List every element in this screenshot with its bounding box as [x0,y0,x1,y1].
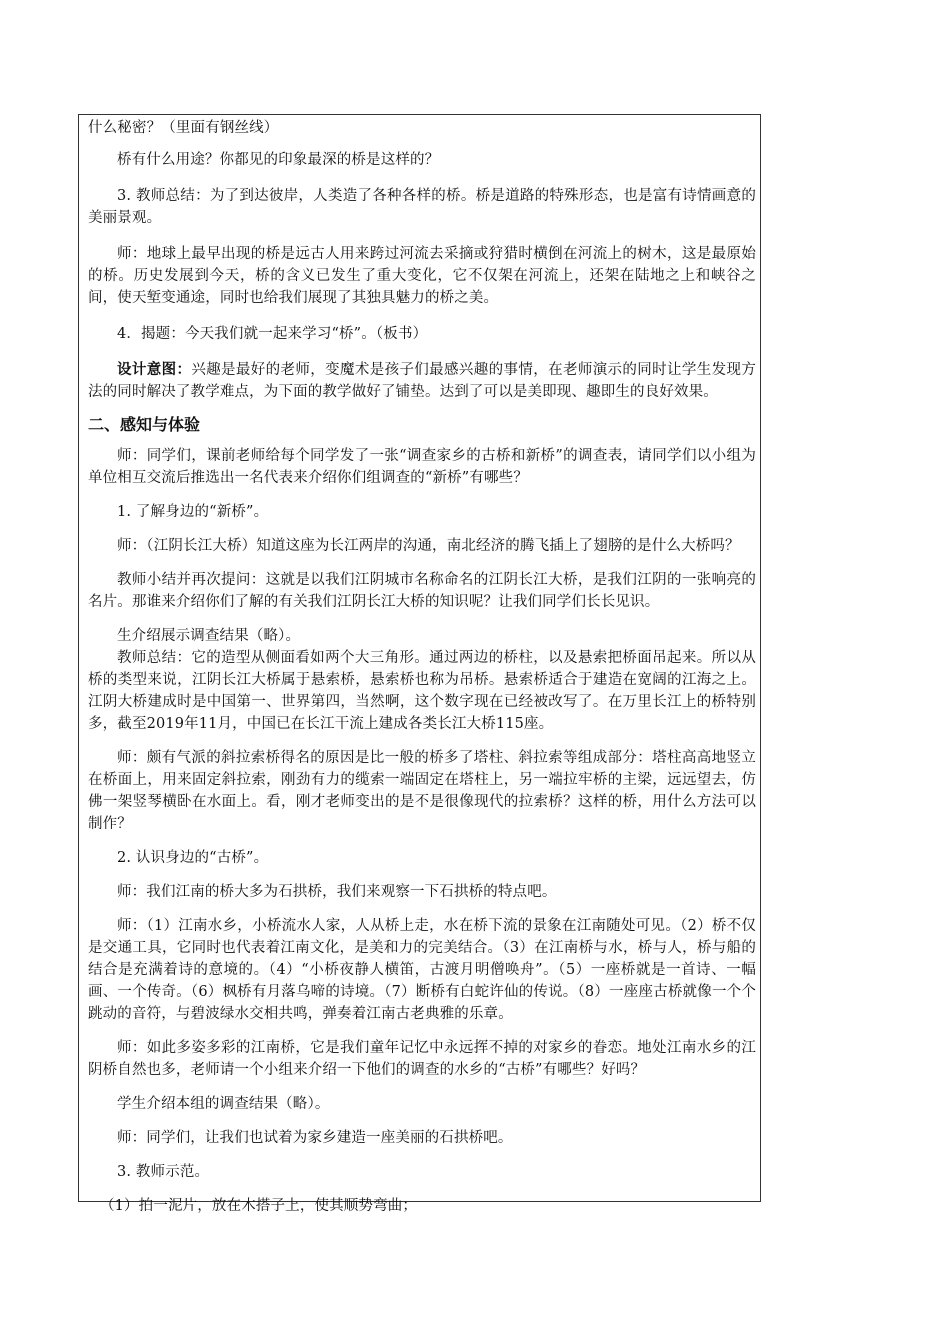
paragraph-teacher-question: 教师小结并再次提问：这就是以我们江阴城市名称命名的江阴长江大桥，是我们江阴的一张响亮的名片。那谁来介绍你们了解的有关我们江阴长江大桥的知识呢？让我们同学们长长见识。 [88,572,756,610]
paragraph-cable-stayed-bridge: 师：颇有气派的斜拉索桥得名的原因是比一般的桥多了塔柱、斜拉索等组成部分：塔柱高高地竖立在桥面上，用来固定斜拉索，刚劲有力的缆索一端固定在塔柱上，另一端拉牢桥的主梁，远远望去，仿佛一架竖琴横卧在水面上。看，刚才老师变出的是不是很像现代的拉索桥？这样的桥，用什么方法可以制作？ [88,750,756,832]
paragraph-new-bridges: 1. 了解身边的“新桥”。 [117,504,269,520]
paragraph-jiangnan-bridges: 师：（1）江南水乡，小桥流水人家，人从桥上走，水在桥下流的景象在江南随处可见。（2）桥不仅是交通工具，它同时也代表着江南文化，是美和力的完美结合。（3）在江南桥与水，桥与人，桥与船的结合是充满着诗的意境的。（4）“小桥夜静人横笛，古渡月明僧唤舟”。（5）一座桥就是一首诗、一幅画、一个传奇。（6）枫桥有月落乌啼的诗境。（7）断桥有白蛇许仙的传说。（8）一座座古桥就像一个个跳动的音符，与碧波绿水交相共鸣，弹奏着江南古老典雅的乐章。 [88,918,756,1022]
paragraph-step-one: （1）拍一泥片，放在木搭子上，使其顺势弯曲； [100,1198,418,1214]
paragraph-stone-arch: 师：我们江南的桥大多为石拱桥，我们来观察一下石拱桥的特点吧。 [117,884,557,900]
paragraph-jiangyin-bridge-question: 师：（江阴长江大桥）知道这座为长江两岸的沟通，南北经济的腾飞插上了翅膀的是什么大桥吗？ [117,538,740,554]
paragraph-student-report: 生介绍展示调查结果（略）。 [117,628,301,644]
paragraph-teacher-summary: 3. 教师总结：为了到达彼岸，人类造了各种各样的桥。桥是道路的特殊形态，也是富有诗情画意的美丽景观。 [88,188,756,226]
paragraph-old-bridges: 2. 认识身边的“古桥”。 [117,850,269,866]
paragraph-earliest-bridge: 师：地球上最早出现的桥是远古人用来跨过河流去采摘或狩猎时横倒在河流上的树木，这是最原始的桥。历史发展到今天，桥的含义已发生了重大变化，它不仅架在河流上，还架在陆地之上和峡谷之间，使天堑变通途，同时也给我们展现了其独具魅力的桥之美。 [88,246,756,306]
paragraph-group-results: 学生介绍本组的调查结果（略）。 [117,1096,330,1112]
design-intent-text: 兴趣是最好的老师，变魔术是孩子们最感兴趣的事情，在老师演示的同时让学生发现方法的同时解决了教学难点，为下面的教学做好了铺垫。达到了可以是美即现、趣即生的良好效果。 [88,362,756,400]
paragraph-reveal-topic: 4．揭题：今天我们就一起来学习“桥”。（板书） [117,326,428,342]
paragraph-bridge-use: 桥有什么用途？你都见的印象最深的桥是这样的？ [117,152,440,168]
paragraph-design-intent [88,359,756,403]
design-intent-label: 设计意图： [117,361,192,378]
lesson-content [88,117,756,1217]
paragraph-hometown-bridges: 师：如此多姿多彩的江南桥，它是我们童年记忆中永远挥不掉的对家乡的眷恋。地处江南水乡的江阴桥自然也多，老师请一个小组来介绍一下他们的调查的水乡的“古桥”有哪些？好吗？ [88,1040,756,1078]
lesson-table-cell [78,114,761,1214]
paragraph-build-bridge: 师：同学们，让我们也试着为家乡建造一座美丽的石拱桥吧。 [117,1130,513,1146]
paragraph-survey-intro: 师：同学们，课前老师给每个同学发了一张“调查家乡的古桥和新桥”的调查表，请同学们以小组为单位相互交流后推选出一名代表来介绍你们组调查的“新桥”有哪些？ [88,448,756,486]
paragraph-secret: 什么秘密？（里面有钢丝线） [88,120,279,136]
section-heading-perception: 二、感知与体验 [88,415,201,434]
paragraph-teacher-demo: 3. 教师示范。 [117,1164,210,1180]
paragraph-suspension-bridge: 教师总结：它的造型从侧面看如两个大三角形。通过两边的桥柱，以及悬索把桥面吊起来。所以从桥的类型来说，江阴长江大桥属于悬索桥，悬索桥也称为吊桥。悬索桥适合于建造在宽阔的江海之上。江阴大桥建成时是中国第一、世界第四，当然啊，这个数字现在已经被改写了。在万里长江上的桥特别多，截至2019年11月，中国已在长江干流上建成各类长江大桥115座。 [88,650,756,732]
